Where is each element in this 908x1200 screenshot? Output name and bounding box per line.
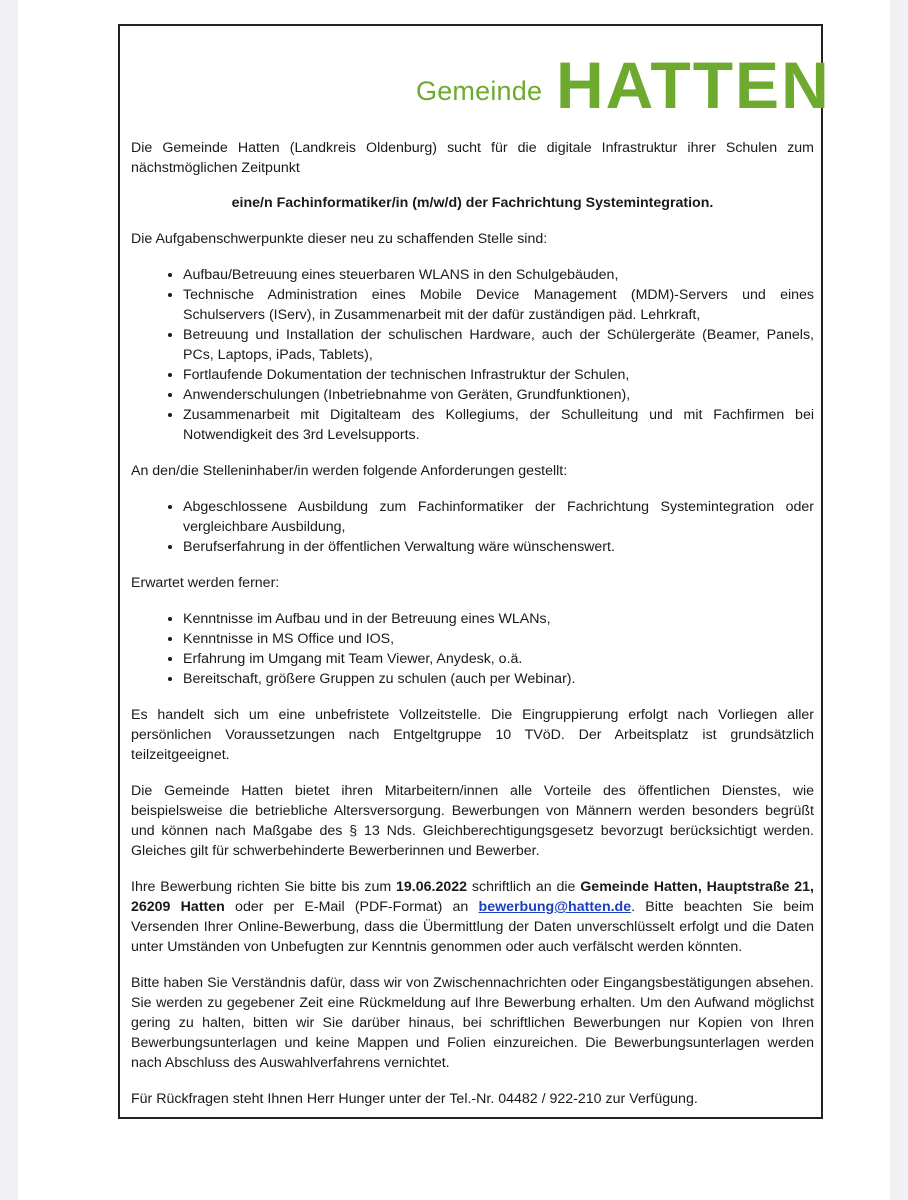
list-item: • Kenntnisse im Aufbau und in der Betreuung eines WLANs, bbox=[183, 609, 814, 629]
application-paragraph bbox=[131, 877, 814, 957]
list-item: • Fortlaufende Dokumentation der technischen Infrastruktur der Schulen, bbox=[183, 365, 814, 385]
list-item: • Technische Administration eines Mobile Device Management (MDM)-Servers und eines Schulservers (IServ), in Zusammenarbeit mit der dafür zuständigen päd. Lehrkraft, bbox=[183, 285, 814, 325]
logo-text-hatten: HATTEN bbox=[556, 48, 831, 122]
application-text: schriftlich an die bbox=[467, 879, 581, 895]
tasks-heading: Die Aufgabenschwerpunkte dieser neu zu schaffenden Stelle sind: bbox=[131, 231, 548, 247]
list-item: • Erfahrung im Umgang mit Team Viewer, Anydesk, o.ä. bbox=[183, 649, 814, 669]
document-page bbox=[18, 0, 890, 1200]
employment-paragraph: Es handelt sich um eine unbefristete Vollzeitstelle. Die Eingruppierung erfolgt nach Vorliegen aller persönlichen Voraussetzungen nach Entgeltgruppe 10 TVöD. Der Arbeitsplatz ist grundsätzlich teilzeitgeeignet. bbox=[131, 707, 814, 763]
intro-paragraph: Die Gemeinde Hatten (Landkreis Oldenburg) sucht für die digitale Infrastruktur ihrer Schulen zum nächstmöglichen Zeitpunkt bbox=[131, 140, 814, 176]
position-title: eine/n Fachinformatiker/in (m/w/d) der Fachrichtung Systemintegration. bbox=[231, 195, 714, 211]
list-item: • Anwenderschulungen (Inbetriebnahme von Geräten, Grundfunktionen), bbox=[183, 385, 814, 405]
benefits-paragraph: Die Gemeinde Hatten bietet ihren Mitarbeitern/innen alle Vorteile des öffentlichen Dienstes, wie beispielsweise die betriebliche Altersversorgung. Bewerbungen von Männern werden besonders begrüßt und können nach Maßgabe des § 13 Nds. Gleichberechtigungsgesetz bevorzugt berücksichtigt werden. Gleiches gilt für schwerbehinderte Bewerberinnen und Bewerber. bbox=[131, 783, 814, 859]
list-item: • Aufbau/Betreuung eines steuerbaren WLANS in den Schulgebäuden, bbox=[183, 265, 814, 285]
expected-heading: Erwartet werden ferner: bbox=[131, 575, 280, 591]
list-item: • Abgeschlossene Ausbildung zum Fachinformatiker der Fachrichtung Systemintegration oder vergleichbare Ausbildung, bbox=[183, 497, 814, 537]
list-item: • Betreuung und Installation der schulischen Hardware, auch der Schülergeräte (Beamer, Panels, PCs, Laptops, iPads, Tablets), bbox=[183, 325, 814, 365]
gemeinde-hatten-logo bbox=[416, 42, 831, 122]
tasks-list bbox=[131, 265, 814, 445]
contact-paragraph: Für Rückfragen steht Ihnen Herr Hunger unter der Tel.-Nr. 04482 / 922-210 zur Verfügung. bbox=[131, 1091, 698, 1107]
job-posting-body bbox=[131, 138, 814, 1109]
closing-paragraph: Bitte haben Sie Verständnis dafür, dass wir von Zwischennachrichten oder Eingangsbestätigungen absehen. Sie werden zu gegebener Zeit eine Rückmeldung auf Ihre Bewerbung erhalten. Um den Aufwand möglichst gering zu halten, bitten wir Sie darüber hinaus, bei schriftlichen Bewerbungen nur Kopien von Ihren Bewerbungsunterlagen und keine Mappen und Folien einzureichen. Die Bewerbungsunterlagen werden nach Abschluss des Auswahlverfahrens vernichtet. bbox=[131, 975, 814, 1071]
expected-list bbox=[131, 609, 814, 689]
application-email-link[interactable]: bewerbung@hatten.de bbox=[478, 899, 632, 915]
application-text: . Bitte beachten Sie beim Versenden Ihrer Online-Bewerbung, dass die Übermittlung der Daten unverschlüsselt erfolgt und die Daten unter Umständen von Unbefugten zur Kenntnis genommen oder auch verfälscht werden könnten. bbox=[131, 899, 814, 955]
application-text: Ihre Bewerbung richten Sie bitte bis zum bbox=[131, 879, 397, 895]
requirements-heading: An den/die Stelleninhaber/in werden folgende Anforderungen gestellt: bbox=[131, 463, 568, 479]
list-item: • Berufserfahrung in der öffentlichen Verwaltung wäre wünschenswert. bbox=[183, 537, 814, 557]
list-item: • Bereitschaft, größere Gruppen zu schulen (auch per Webinar). bbox=[183, 669, 814, 689]
application-deadline: 19.06.2022 bbox=[396, 879, 468, 895]
application-address: Gemeinde Hatten, Hauptstraße 21, 26209 Hatten bbox=[131, 879, 814, 915]
application-text: oder per E-Mail (PDF-Format) an bbox=[224, 899, 479, 915]
list-item: • Zusammenarbeit mit Digitalteam des Kollegiums, der Schulleitung und mit Fachfirmen bei Notwendigkeit des 3rd Levelsupports. bbox=[183, 405, 814, 445]
requirements-list bbox=[131, 497, 814, 557]
logo-text-gemeinde: Gemeinde bbox=[416, 76, 543, 106]
list-item: • Kenntnisse in MS Office und IOS, bbox=[183, 629, 814, 649]
